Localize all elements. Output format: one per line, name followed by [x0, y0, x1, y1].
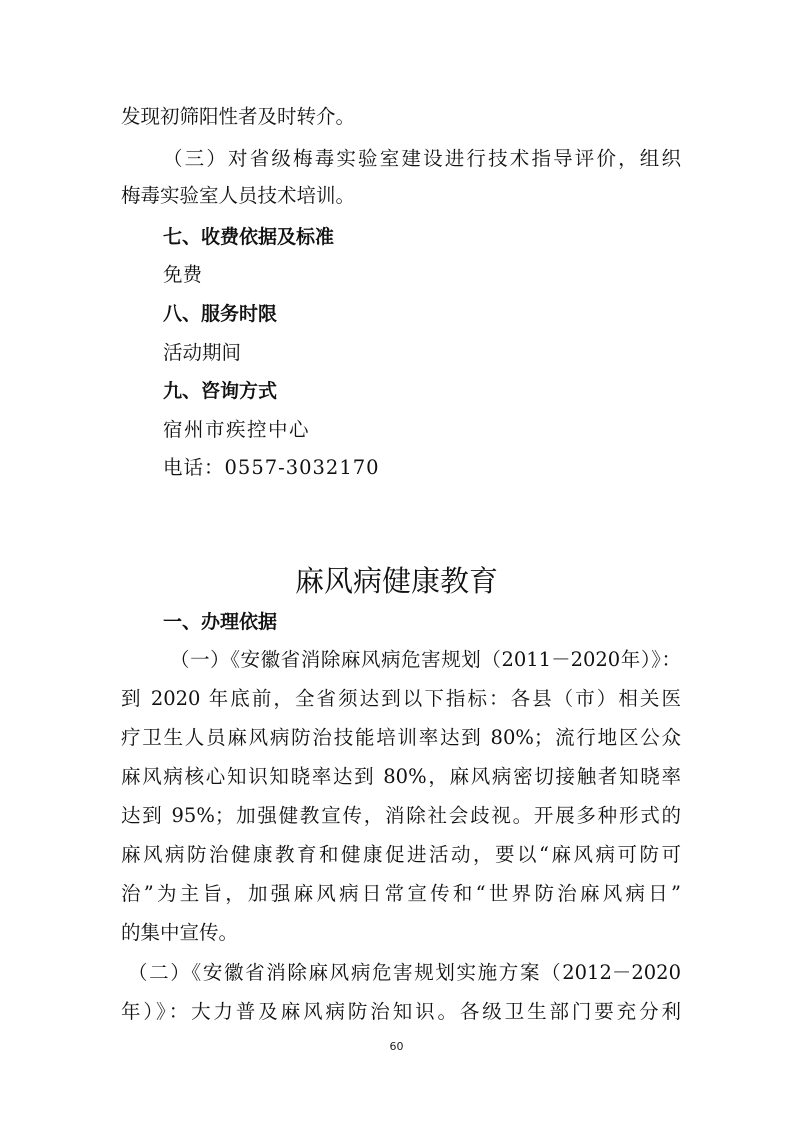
- paragraph-line: 达到 95%；加强健教宣传，消除社会歧视。开展多种形式的: [121, 804, 681, 827]
- text-line: （三）对省级梅毒实验室建设进行技术指导评价，组织: [163, 147, 681, 170]
- section-title: 麻风病健康教育: [294, 564, 498, 598]
- paragraph-line: 疗卫生人员麻风病防治技能培训率达到 80%；流行地区公众: [121, 726, 681, 749]
- heading-service-time: 八、服务时限: [163, 303, 278, 325]
- consult-org: 宿州市疾控中心: [163, 418, 311, 441]
- paragraph-line: 的集中宣传。: [121, 921, 239, 944]
- heading-consult: 九、咨询方式: [163, 380, 278, 402]
- paragraph-line: 麻风病核心知识知晓率达到 80%，麻风病密切接触者知晓率: [121, 765, 681, 788]
- paragraph-line: 年）》：大力普及麻风病防治知识。各级卫生部门要充分利: [121, 1000, 681, 1023]
- heading-basis: 一、办理依据: [163, 611, 278, 633]
- page-number: 60: [389, 1040, 404, 1053]
- paragraph-line: 治”为主旨，加强麻风病日常宣传和“世界防治麻风病日”: [121, 882, 681, 905]
- service-time-text: 活动期间: [163, 341, 242, 364]
- consult-phone: 电话：0557-3032170: [163, 456, 380, 479]
- text-line: 发现初筛阳性者及时转介。: [121, 105, 356, 128]
- paragraph-line: （二）《安徽省消除麻风病危害规划实施方案（2012－2020: [128, 961, 681, 984]
- text-line: 梅毒实验室人员技术培训。: [121, 184, 356, 207]
- fees-text: 免费: [163, 263, 203, 286]
- paragraph-line: 麻风病防治健康教育和健康促进活动，要以“麻风病可防可: [121, 843, 681, 866]
- heading-fees: 七、收费依据及标准: [163, 226, 335, 248]
- paragraph-line: （一）《安徽省消除麻风病危害规划（2011－2020年）》：: [170, 648, 681, 671]
- paragraph-line: 到 2020 年底前，全省须达到以下指标：各县（市）相关医: [121, 687, 681, 710]
